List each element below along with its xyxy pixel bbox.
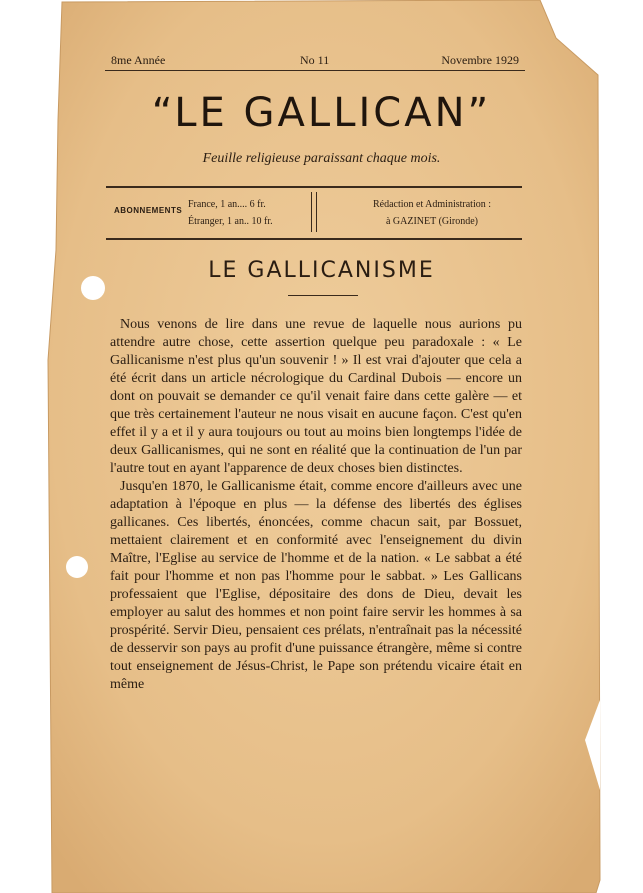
price-abroad: Étranger, 1 an.. 10 fr.: [188, 216, 273, 227]
subscription-prices: [188, 196, 273, 230]
header-rule: [105, 70, 525, 71]
box-bottom-rule: [106, 238, 522, 240]
issue-date: Novembre 1929: [441, 53, 519, 67]
article-body: [110, 316, 522, 694]
redaction-address: à GAZINET (Gironde): [385, 216, 478, 227]
subscription-box: [106, 186, 522, 238]
issue-year: 8me Année: [111, 53, 166, 67]
subscriptions-label: ABONNEMENTS: [114, 206, 183, 215]
article-title: LE GALLICANISME: [208, 258, 435, 283]
redaction-label: Rédaction et Administration :: [372, 199, 492, 210]
box-divider-left: [311, 192, 312, 232]
redaction-block: [344, 196, 520, 230]
issue-number: No 11: [300, 53, 330, 67]
price-france: France, 1 an.... 6 fr.: [188, 199, 266, 210]
title-underline: [288, 295, 358, 296]
article-paragraph: Jusqu'en 1870, le Gallicanisme était, comme encore d'ailleurs avec une adaptation à l'époque en plus — la défense des libertés des églises gallicanes. Ces libertés, énoncées, comme chacun sait, par Bossuet, mettaient clairement et en conformité avec l'enseignement du divin Maître, l'Eglise au service de l'homme et de la nation. « Le sabbat a été fait pour l'homme et non pas l'homme pour le sabbat. » Les Gallicans professaient que l'Eglise, dépositaire des dons de Dieu, devait les employer au salut des hommes et non point faire servir les hommes à sa prospérité. Servir Dieu, pensaient ces prélats, n'entraînait pas la nécessité de desservir son pays au profit d'une puissance étrangère, même si contre tout enseignement de Jésus-Christ, le Pape son prétendu vicaire était en même: [110, 479, 522, 692]
masthead-title: “LE GALLICAN”: [151, 90, 492, 136]
masthead-subtitle: Feuille religieuse paraissant chaque mois.: [202, 151, 441, 166]
article-paragraph: Nous venons de lire dans une revue de laquelle nous aurions pu attendre autre chose, cette assertion quelque peu paradoxale : « Le Gallicanisme n'est plus qu'un souvenir ! » Il est vrai d'ajouter que cela a été écrit dans un article nécrologique du Cardinal Dubois — encore un dont on pouvait se demander ce qu'il venait faire dans cette galère — et que très certainement l'auteur ne nous visait en aucune façon. C'est qu'en effet il y a et il y aura toujours ou tout au moins bien longtemps l'idée de deux Gallicanismes, qui ne sont en réalité que la continuation de l'un par l'autre tout en ayant l'apparence de deux choses bien distinctes.: [110, 317, 522, 476]
issue-header: [105, 45, 525, 77]
box-divider-right: [316, 192, 317, 232]
